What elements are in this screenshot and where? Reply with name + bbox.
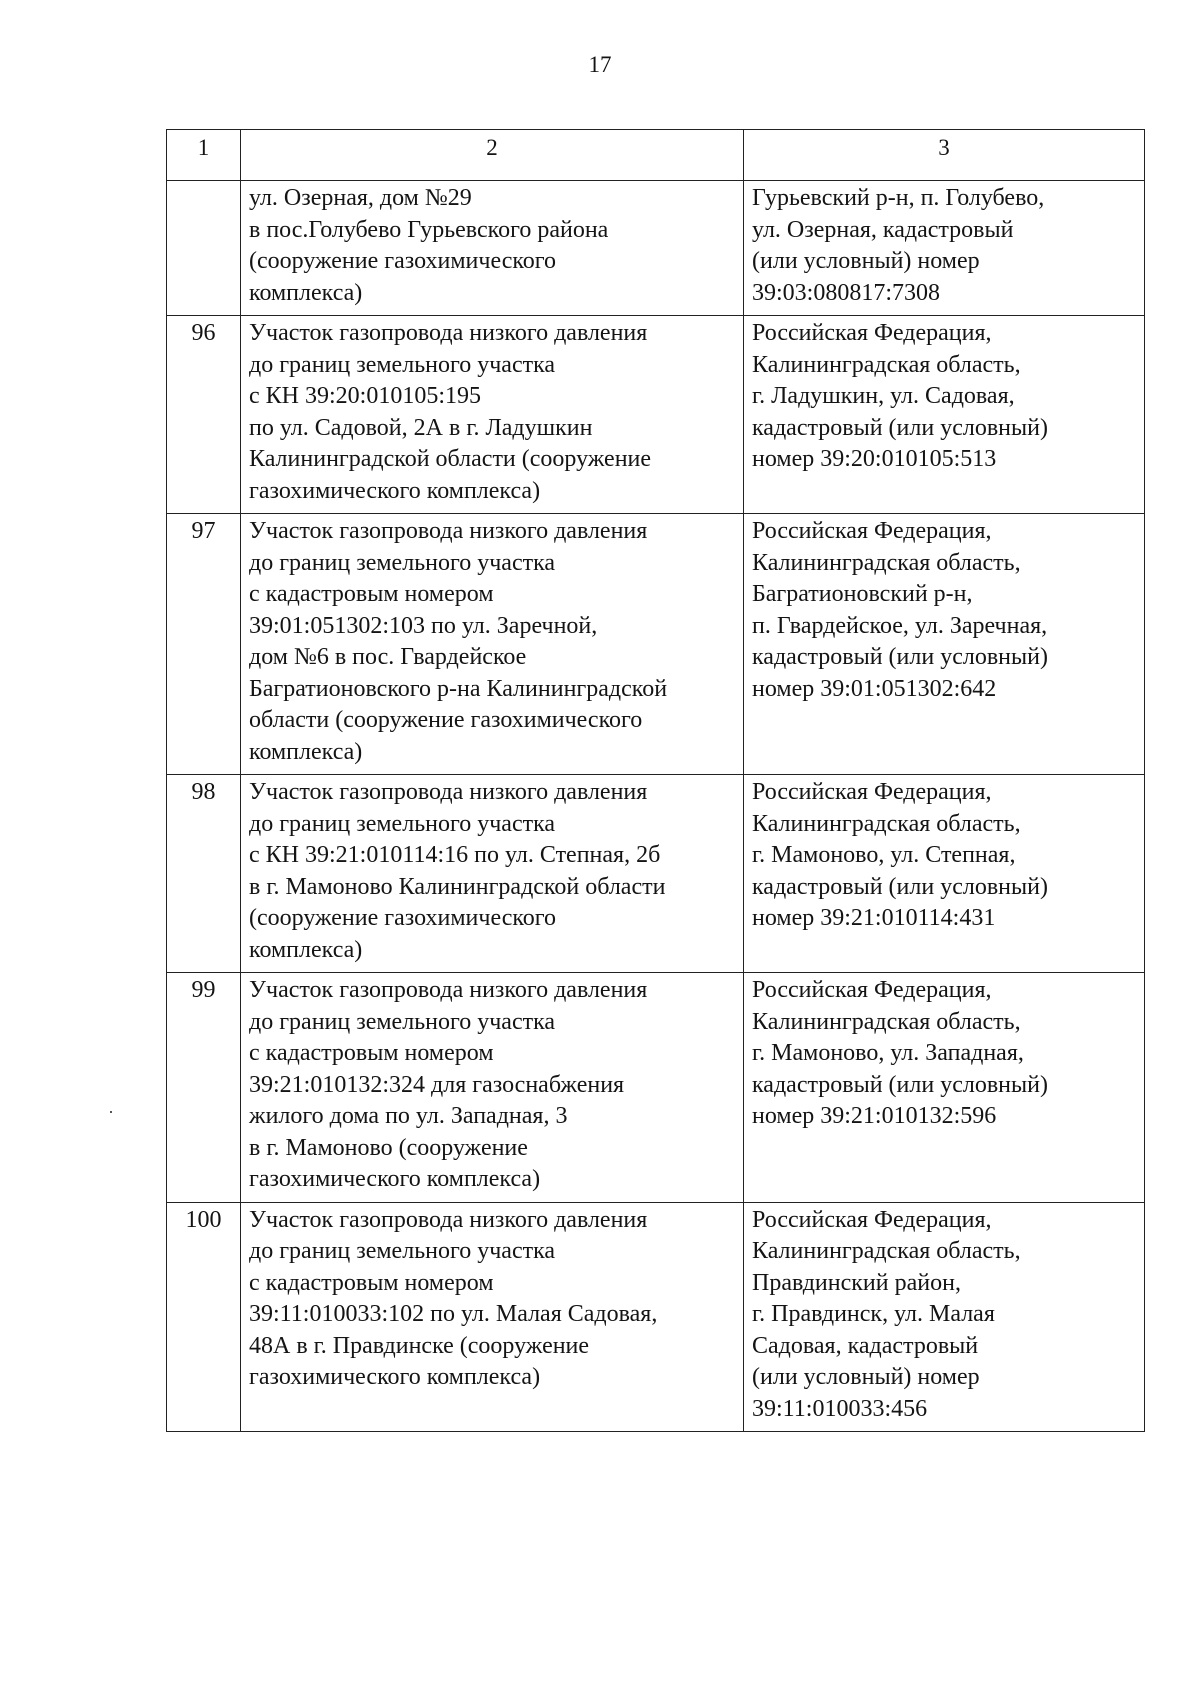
table-row: [167, 181, 1145, 316]
row-number: [167, 181, 241, 316]
object-address: Гурьевский р-н, п. Голубево, ул. Озерная, кадастровый (или условный) номер 39:03:080817:7308: [744, 181, 1145, 316]
scan-speck: [110, 1111, 112, 1113]
column-header-address: 3: [744, 130, 1145, 181]
row-number: 97: [167, 514, 241, 775]
header-row: [167, 130, 1145, 181]
object-description: Участок газопровода низкого давления до границ земельного участка с КН 39:20:010105:195 по ул. Садовой, 2А в г. Ладушкин Калининградской области (сооружение газохимического комплекса): [241, 316, 744, 514]
object-address: Российская Федерация, Калининградская область, Багратионовский р-н, п. Гвардейское, ул. Заречная, кадастровый (или условный) номер 39:01:051302:642: [744, 514, 1145, 775]
table-header: [167, 130, 1145, 181]
table-row: [167, 1202, 1145, 1432]
row-number: 100: [167, 1202, 241, 1432]
object-description: Участок газопровода низкого давления до границ земельного участка с КН 39:21:010114:16 по ул. Степная, 2б в г. Мамоново Калининградской области (сооружение газохимического комплекса): [241, 775, 744, 973]
table-row: [167, 316, 1145, 514]
table-row: [167, 775, 1145, 973]
object-address: Российская Федерация, Калининградская область, г. Мамоново, ул. Западная, кадастровый (или условный) номер 39:21:010132:596: [744, 973, 1145, 1203]
object-description: Участок газопровода низкого давления до границ земельного участка с кадастровым номером 39:11:010033:102 по ул. Малая Садовая, 48А в г. Правдинске (сооружение газохимического комплекса): [241, 1202, 744, 1432]
object-address: Российская Федерация, Калининградская область, г. Ладушкин, ул. Садовая, кадастровый (или условный) номер 39:20:010105:513: [744, 316, 1145, 514]
property-register-table: [166, 129, 1145, 1432]
object-address: Российская Федерация, Калининградская область, г. Мамоново, ул. Степная, кадастровый (или условный) номер 39:21:010114:431: [744, 775, 1145, 973]
object-description: ул. Озерная, дом №29 в пос.Голубево Гурьевского района (сооружение газохимического комплекса): [241, 181, 744, 316]
column-header-number: 1: [167, 130, 241, 181]
object-address: Российская Федерация, Калининградская область, Правдинский район, г. Правдинск, ул. Малая Садовая, кадастровый (или условный) номер 39:11:010033:456: [744, 1202, 1145, 1432]
object-description: Участок газопровода низкого давления до границ земельного участка с кадастровым номером 39:21:010132:324 для газоснабжения жилого дома по ул. Западная, 3 в г. Мамоново (сооружение газохимического комплекса): [241, 973, 744, 1203]
row-number: 96: [167, 316, 241, 514]
table-row: [167, 973, 1145, 1203]
table-row: [167, 514, 1145, 775]
page-number: 17: [588, 52, 612, 77]
column-header-description: 2: [241, 130, 744, 181]
row-number: 98: [167, 775, 241, 973]
object-description: Участок газопровода низкого давления до границ земельного участка с кадастровым номером 39:01:051302:103 по ул. Заречной, дом №6 в пос. Гвардейское Багратионовского р-на Калининградской области (сооружение газохимического комплекса): [241, 514, 744, 775]
row-number: 99: [167, 973, 241, 1203]
table-body: [167, 181, 1145, 1432]
